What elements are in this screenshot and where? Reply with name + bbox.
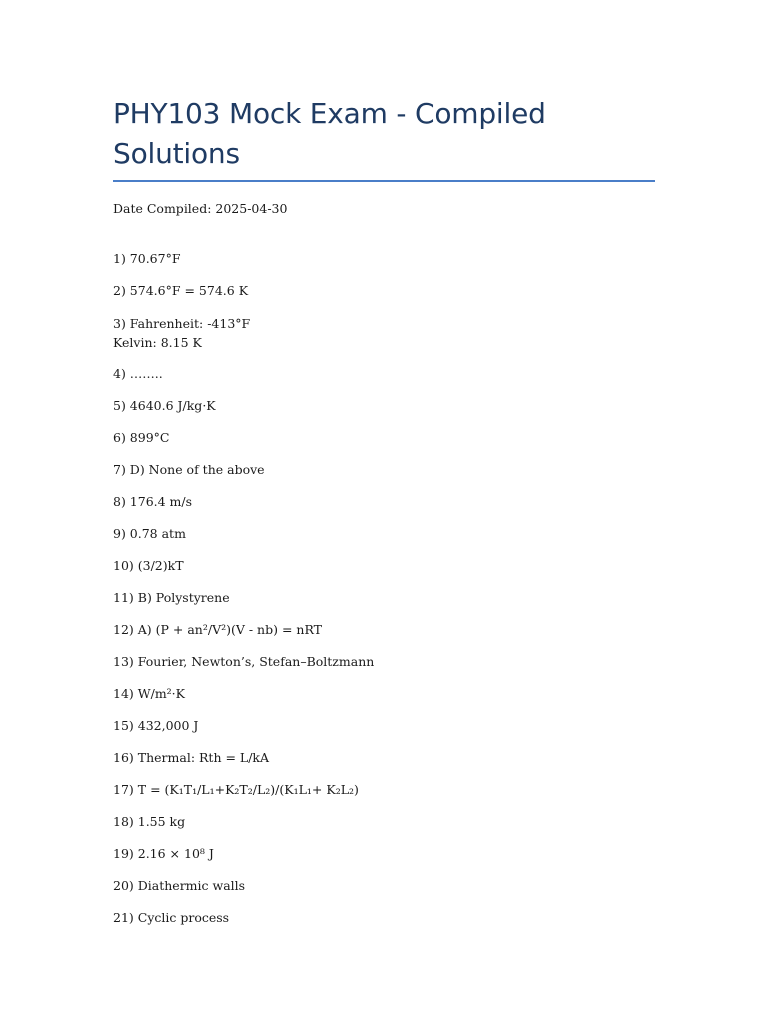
answer-7: 7) D) None of the above xyxy=(113,462,265,477)
answer-14: 14) W/m²·K xyxy=(113,686,185,701)
answer-3: 3) Fahrenheit: -413°F Kelvin: 8.15 K xyxy=(113,316,251,350)
date-compiled: Date Compiled: 2025-04-30 xyxy=(113,201,288,216)
answer-12: 12) A) (P + an²/V²)(V - nb) = nRT xyxy=(113,622,322,637)
answer-11: 11) B) Polystyrene xyxy=(113,590,230,605)
answers-list xyxy=(113,250,655,927)
answer-19: 19) 2.16 × 10⁸ J xyxy=(113,846,214,861)
document-page xyxy=(113,94,655,941)
answer-5: 5) 4640.6 J/kg·K xyxy=(113,398,216,413)
answer-16: 16) Thermal: Rth = L/kA xyxy=(113,750,270,765)
answer-8: 8) 176.4 m/s xyxy=(113,494,193,509)
answer-20: 20) Diathermic walls xyxy=(113,878,246,893)
answer-10: 10) (3/2)kT xyxy=(113,558,184,573)
answer-13: 13) Fourier, Newton’s, Stefan–Boltzmann xyxy=(113,654,375,669)
answer-15: 15) 432,000 J xyxy=(113,718,199,733)
answer-6: 6) 899°C xyxy=(113,430,170,445)
document-title: PHY103 Mock Exam - Compiled Solutions xyxy=(113,94,655,182)
answer-1: 1) 70.67°F xyxy=(113,251,181,266)
answer-17: 17) T = (K₁T₁/L₁+K₂T₂/L₂)/(K₁L₁+ K₂L₂) xyxy=(113,782,359,797)
answer-4: 4) …….. xyxy=(113,366,163,381)
answer-9: 9) 0.78 atm xyxy=(113,526,186,541)
answer-21: 21) Cyclic process xyxy=(113,910,230,925)
answer-18: 18) 1.55 kg xyxy=(113,814,186,829)
answer-2: 2) 574.6°F = 574.6 K xyxy=(113,283,249,298)
